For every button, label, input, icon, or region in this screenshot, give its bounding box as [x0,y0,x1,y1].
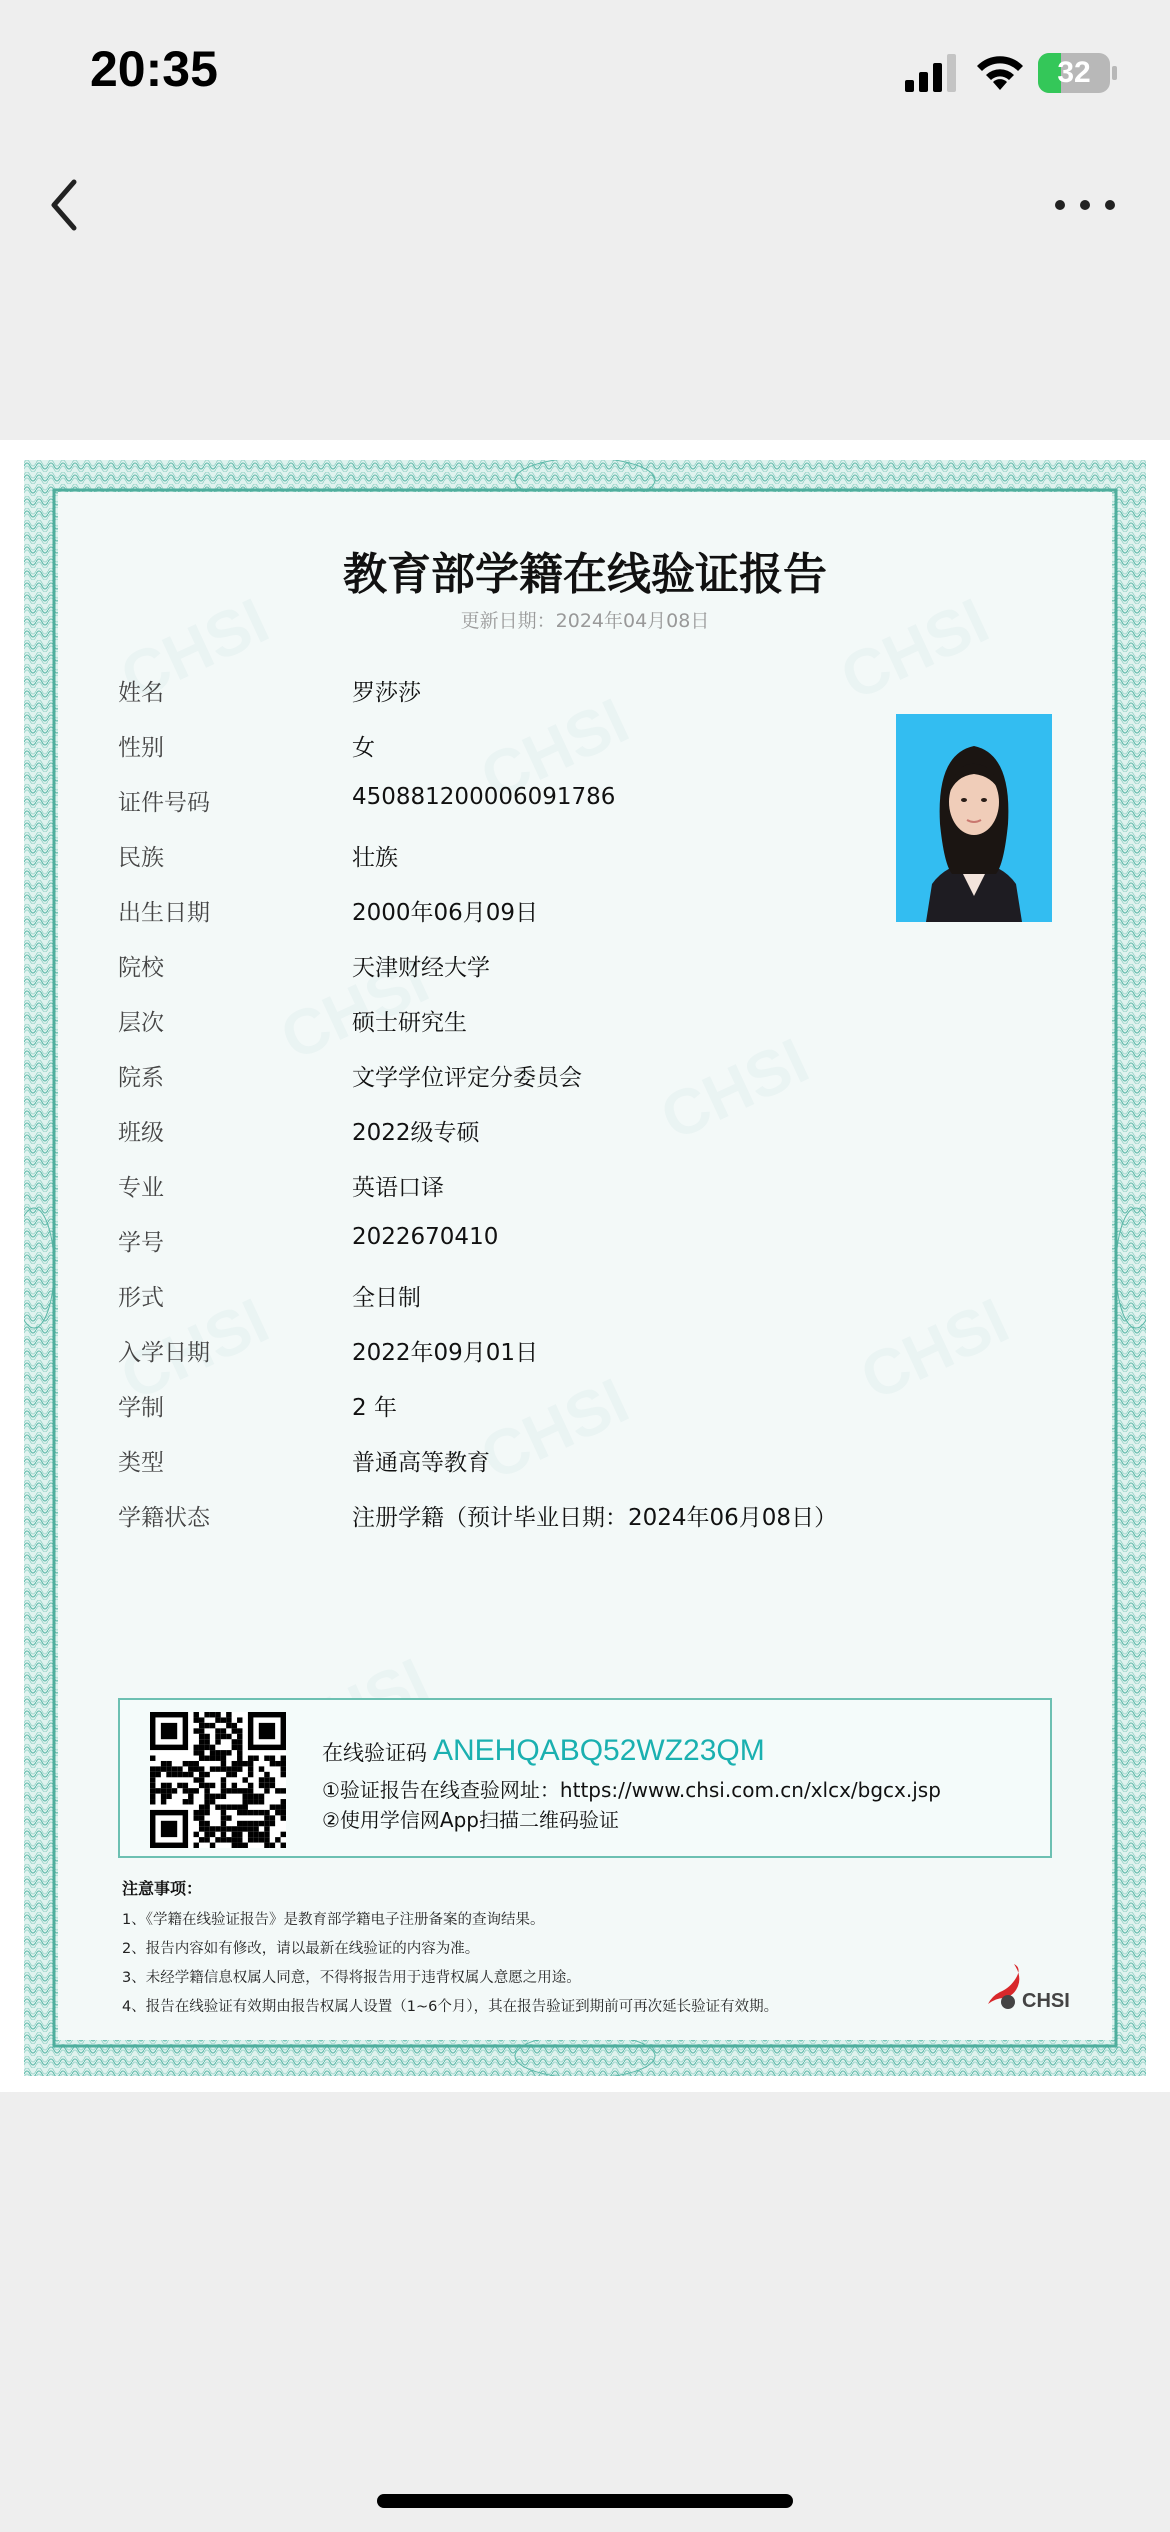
info-value: 壮族 [352,845,398,871]
more-ellipsis-icon[interactable] [1050,185,1120,225]
info-label: 专业 [118,1175,164,1201]
info-value: 硕士研究生 [352,1010,467,1036]
verification-code-label: 在线验证码 [322,1741,427,1765]
info-label: 入学日期 [118,1340,210,1366]
info-value: 2022级专硕 [352,1120,480,1146]
info-label: 学籍状态 [118,1505,210,1531]
info-value: 2022年09月01日 [352,1340,539,1366]
info-label: 性别 [118,735,164,761]
status-bar [0,0,1170,140]
info-value: 全日制 [352,1285,421,1311]
info-value: 普通高等教育 [352,1450,490,1476]
home-indicator[interactable] [377,2494,793,2508]
note-item: 4、报告在线验证有效期由报告权属人设置（1~6个月），其在报告验证到期前可再次延长验证有效期。 [122,1999,779,2015]
battery-level: 32 [1057,56,1091,89]
info-label: 班级 [118,1120,164,1146]
info-value: 英语口译 [352,1175,444,1201]
info-label: 学制 [118,1395,164,1421]
verification-app-line: ②使用学信网App扫描二维码验证 [322,1808,620,1832]
report-updated-date: 更新日期：2024年04月08日 [460,610,710,632]
verification-code-line [322,1734,765,1768]
notes-title: 注意事项： [122,1879,203,1898]
cellular-signal-icon [905,52,957,92]
status-time: 20:35 [90,41,218,97]
info-label: 院系 [118,1065,164,1091]
info-value: 2022670410 [352,1224,499,1250]
info-value: 女 [352,735,375,761]
info-value: 天津财经大学 [352,955,490,981]
info-label: 院校 [118,955,164,981]
info-value: 注册学籍（预计毕业日期：2024年06月08日） [352,1505,838,1531]
info-label: 类型 [118,1450,164,1476]
note-item: 1、《学籍在线验证报告》是教育部学籍电子注册备案的查询结果。 [122,1912,545,1928]
chsi-logo [986,1962,1078,2020]
info-value: 2000年06月09日 [352,900,539,926]
note-item: 3、未经学籍信息权属人同意，不得将报告用于违背权属人意愿之用途。 [122,1970,581,1986]
info-label: 层次 [118,1010,164,1036]
student-photo [896,714,1052,922]
back-chevron-left-icon[interactable] [40,170,90,240]
info-label: 证件号码 [118,790,210,816]
info-label: 姓名 [118,680,164,706]
verification-url-line[interactable]: ①验证报告在线查验网址：https://www.chsi.com.cn/xlcx/bgcx.jsp [322,1778,941,1802]
qr-code[interactable] [150,1712,286,1848]
info-label: 形式 [118,1285,164,1311]
info-value: 2 年 [352,1395,397,1421]
info-label: 出生日期 [118,900,210,926]
info-value: 450881200006091786 [352,784,616,810]
info-label: 民族 [118,845,164,871]
battery-icon [1038,53,1116,93]
info-label: 学号 [118,1230,164,1256]
info-value: 文学学位评定分委员会 [352,1065,582,1091]
report-title: 教育部学籍在线验证报告 [343,549,827,600]
chsi-logo-text: CHSI [1022,1990,1070,2012]
verification-code[interactable]: ANEHQABQ52WZ23QM [433,1734,765,1767]
info-value: 罗莎莎 [352,680,421,706]
note-item: 2、报告内容如有修改，请以最新在线验证的内容为准。 [122,1941,480,1957]
verification-box [118,1698,1052,1858]
wifi-icon [974,50,1026,94]
